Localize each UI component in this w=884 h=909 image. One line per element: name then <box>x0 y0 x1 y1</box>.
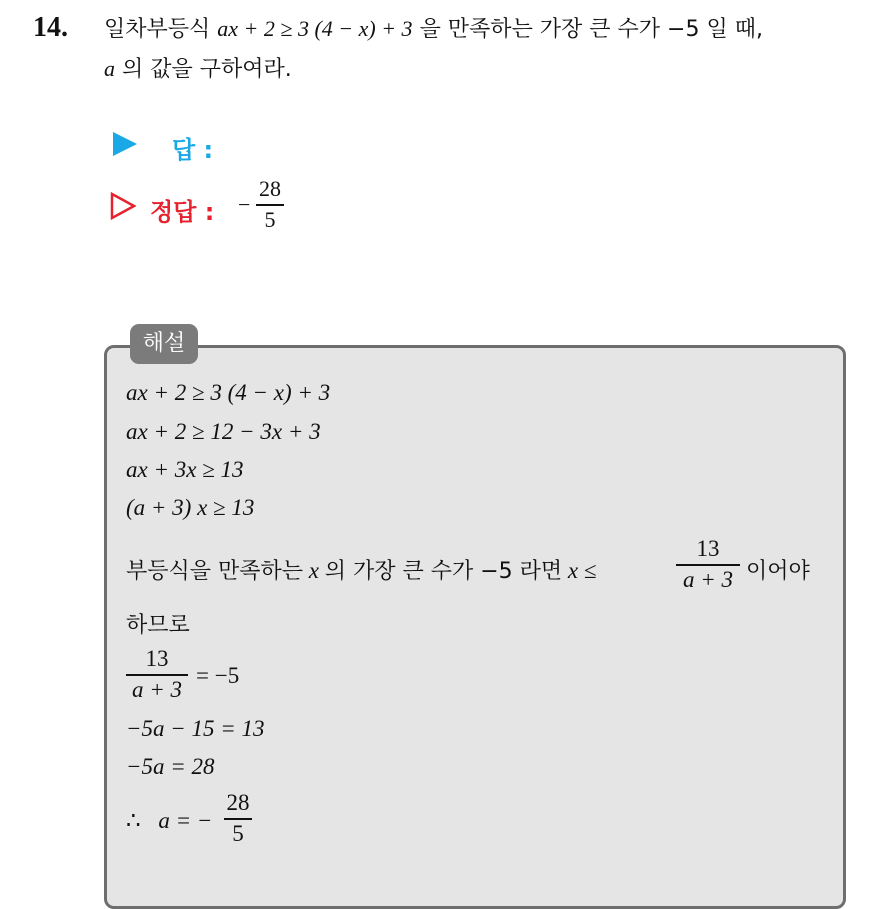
outline-triangle-icon <box>110 192 136 220</box>
problem-inequality: ax + 2 ≥ 3 (4 − x) + 3 <box>217 16 413 41</box>
therefore-symbol: ∴ <box>126 808 141 833</box>
answer-numerator: 28 <box>259 176 281 201</box>
step-3: ax + 3x ≥ 13 <box>126 457 244 482</box>
fraction-bar <box>224 818 252 820</box>
problem-line-1 <box>104 14 763 45</box>
problem-number: 14. <box>33 12 68 43</box>
fraction-bar <box>676 564 740 566</box>
problem-text-lead: 일차부등식 <box>104 17 211 42</box>
filled-triangle-icon <box>113 132 137 156</box>
equation-rhs: = −5 <box>196 663 240 688</box>
problem-question: 의 값을 구하여라. <box>122 57 292 82</box>
correct-answer-label: 정답 : <box>150 198 215 226</box>
problem-variable: a <box>104 56 115 81</box>
answer-fraction <box>256 176 284 233</box>
sentence-fraction <box>676 536 740 593</box>
answer-blank-label: 답 : <box>172 136 214 164</box>
answer-denominator: 5 <box>264 206 276 232</box>
problem-text-tail: 을 만족하는 가장 큰 수가 −5 일 때, <box>419 17 763 42</box>
sentence-variable: x <box>308 558 319 583</box>
final-numerator: 28 <box>226 790 250 815</box>
fraction-bar <box>256 204 284 206</box>
final-lhs: a = − <box>158 808 213 833</box>
sentence-part-2: 의 가장 큰 수가 −5 라면 <box>324 559 563 584</box>
sentence-part-1: 부등식을 만족하는 <box>126 559 304 584</box>
step-1: ax + 2 ≥ 3 (4 − x) + 3 <box>126 380 331 405</box>
final-fraction <box>224 790 252 847</box>
final-line <box>126 808 212 834</box>
answer-sign: − <box>238 192 251 217</box>
step-2: ax + 2 ≥ 12 − 3x + 3 <box>126 419 321 444</box>
final-denominator: 5 <box>232 820 244 846</box>
sentence-fraction-numerator: 13 <box>696 536 720 561</box>
fraction-bar <box>126 674 188 676</box>
equation-fraction <box>126 646 188 703</box>
sentence-continuation: 하므로 <box>126 613 190 638</box>
sentence-tail: 이어야 <box>746 559 810 584</box>
step-7: −5a = 28 <box>126 754 215 779</box>
explanation-tag: 해설 <box>130 324 198 364</box>
problem-line-2 <box>104 54 292 85</box>
sentence-fraction-denominator: a + 3 <box>682 566 734 592</box>
equation-denominator: a + 3 <box>131 676 183 702</box>
sentence-inequality: x ≤ <box>567 558 597 583</box>
step-4: (a + 3) x ≥ 13 <box>126 495 255 520</box>
equation-numerator: 13 <box>145 646 169 671</box>
step-6: −5a − 15 = 13 <box>126 716 265 741</box>
condition-sentence <box>126 554 597 585</box>
